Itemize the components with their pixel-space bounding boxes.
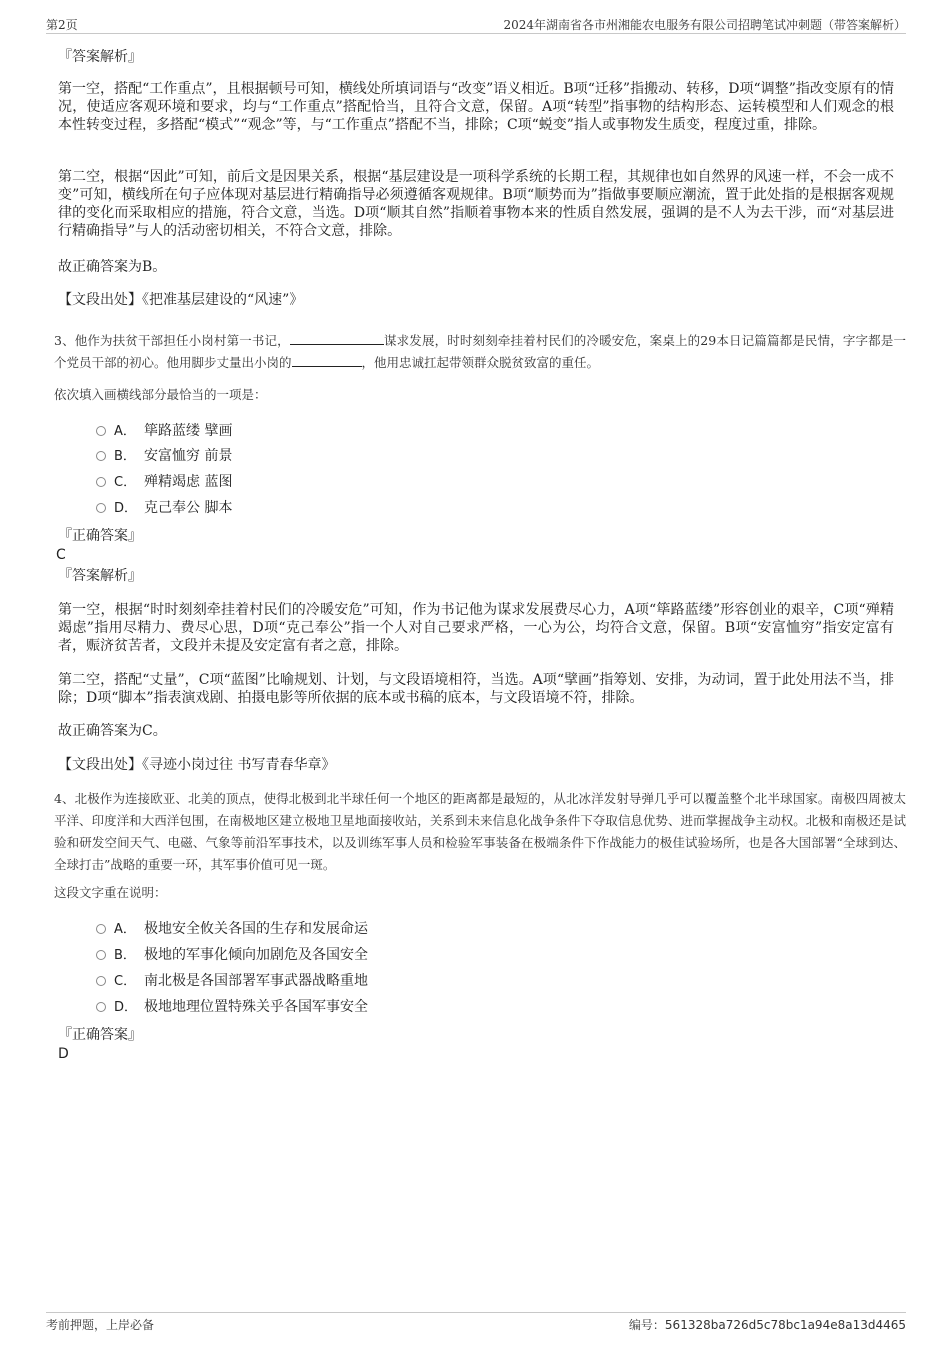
q3-analysis-para-2: 第二空，搭配“丈量”，C项“蓝图”比喻规划、计划，与文段语境相符，当选。A项“擘画”指筹划、安排，为动词，置于此处用法不当，排除；D项“脚本”指表演戏剧、拍摄电影等所依据的底本或书稿的底本，与文段语境不符，排除。 (58, 672, 894, 706)
q3-option-b[interactable]: B． 安富恤穷 前景 (96, 445, 232, 467)
q3-stem (54, 330, 906, 374)
q3-answer: C (56, 547, 66, 563)
q3-option-a[interactable]: A． 筚路蓝缕 擘画 (96, 420, 232, 442)
radio-icon[interactable] (96, 950, 106, 960)
q2-source: 【文段出处】《把准基层建设的“风速”》 (58, 292, 304, 308)
q4-option-a[interactable]: A． 极地安全攸关各国的生存和发展命运 (96, 918, 368, 940)
q3-stem-part-2: 谋求发展，时时刻刻牵挂着村民们的冷暖安危，案桌上的29本日记篇篇都是民情，字字都是一个党员干部的初心。他用脚步丈量出小岗的 (54, 333, 906, 370)
q3-blank-2 (292, 353, 362, 367)
radio-icon[interactable] (96, 976, 106, 986)
q2-analysis-label: 『答案解析』 (58, 49, 142, 65)
q4-option-b[interactable]: B． 极地的军事化倾向加剧危及各国安全 (96, 944, 368, 966)
q4-option-b-text: 极地的军事化倾向加剧危及各国安全 (144, 947, 368, 963)
radio-icon[interactable] (96, 1002, 106, 1012)
q3-option-d-text: 克己奉公 脚本 (144, 500, 233, 516)
q4-option-d[interactable]: D． 极地地理位置特殊关乎各国军事安全 (96, 996, 368, 1018)
footer-serial: 编号：561328ba726d5c78bc1a94e8a13d4465 (628, 1318, 906, 1332)
radio-icon[interactable] (96, 426, 106, 436)
footer-slogan: 考前押题，上岸必备 (46, 1318, 155, 1332)
page-header (46, 14, 906, 34)
q3-analysis-para-1: 第一空，根据“时时刻刻牵挂着村民们的冷暖安危”可知，作为书记他为谋求发展费尽心力，A项“筚路蓝缕”形容创业的艰辛，C项“殚精竭虑”指用尽精力、费尽心思，D项“克己奉公”指一个人对自己要求严格，一心为公，均符合文意，保留。B项“安富恤穷”指安定富有者，赈济贫苦者，文段并未提及安定富有者之意，排除。 (58, 602, 894, 654)
q3-blank-1 (290, 331, 384, 345)
q4-stem: 4、北极作为连接欧亚、北美的顶点，使得北极到北半球任何一个地区的距离都是最短的，从北冰洋发射导弹几乎可以覆盖整个北半球国家。南极四周被太平洋、印度洋和大西洋包围，在南极地区建立极地卫星地面接收站，关系到未来信息化战争条件下夺取信息优势、进而掌握战争主动权。北极和南极还是试验和研发空间天气、电磁、气象等前沿军事技术，以及训练军事人员和检验军事装备在极端条件下作战能力的极佳试验场所，也是各大国部署“全球到达、全球打击”战略的重要一环，其军事价值可见一斑。 (54, 791, 906, 872)
q3-option-d[interactable]: D． 克己奉公 脚本 (96, 497, 232, 519)
q2-analysis-para-2: 第二空，根据“因此”可知，前后文是因果关系，根据“基层建设是一项科学系统的长期工程，其规律也如自然界的风速一样，不会一成不变”可知，横线所在句子应体现对基层进行精确指导必须遵循客观规律。B项“顺势而为”指做事要顺应潮流，置于此处指的是根据客观规律的变化而采取相应的措施，符合文意，当选。D项“顺其自然”指顺着事物本来的性质自然发展，强调的是不人为去干涉，而“对基层进行精确指导”与人的活动密切相关，不符合文意，排除。 (58, 169, 894, 239)
q2-analysis-para-1: 第一空，搭配“工作重点”，且根据顿号可知，横线处所填词语与“改变”语义相近。B项“迁移”指搬动、转移，D项“调整”指改变原有的情况，使适应客观环境和要求，均与“工作重点”搭配恰当，且符合文意，保留。A项“转型”指事物的结构形态、运转模型和人们观念的根本性转变过程，多搭配“模式”“观念”等，与“工作重点”搭配不当，排除；C项“蜕变”指人或事物发生质变，程度过重，排除。 (58, 81, 894, 133)
q3-conclusion: 故正确答案为C。 (58, 723, 167, 739)
q3-option-a-text: 筚路蓝缕 擘画 (144, 423, 233, 439)
q4-option-d-text: 极地地理位置特殊关乎各国军事安全 (144, 999, 368, 1015)
q3-stem-part-1: 3、他作为扶贫干部担任小岗村第一书记， (54, 333, 290, 348)
q3-option-c-text: 殚精竭虑 蓝图 (144, 474, 233, 490)
q3-stem-part-3: ，他用忠诚扛起带领群众脱贫致富的重任。 (361, 355, 600, 370)
radio-icon[interactable] (96, 503, 106, 513)
q3-answer-label: 『正确答案』 (58, 528, 142, 544)
radio-icon[interactable] (96, 477, 106, 487)
q4-option-c-text: 南北极是各国部署军事武器战略重地 (144, 973, 368, 989)
page-footer (46, 1312, 906, 1334)
q3-option-b-text: 安富恤穷 前景 (144, 448, 233, 464)
q3-source: 【文段出处】《寻迹小岗过往 书写青春华章》 (58, 757, 336, 773)
radio-icon[interactable] (96, 924, 106, 934)
page-number: 第2页 (46, 18, 78, 32)
radio-icon[interactable] (96, 451, 106, 461)
q3-option-c[interactable]: C． 殚精竭虑 蓝图 (96, 471, 232, 493)
q4-prompt: 这段文字重在说明： (54, 885, 167, 900)
q4-option-a-text: 极地安全攸关各国的生存和发展命运 (144, 921, 368, 937)
q3-prompt: 依次填入画横线部分最恰当的一项是： (54, 387, 267, 402)
q4-answer-label: 『正确答案』 (58, 1027, 142, 1043)
document-title: 2024年湖南省各市州湘能农电服务有限公司招聘笔试冲刺题（带答案解析） (503, 18, 906, 32)
q3-analysis-label: 『答案解析』 (58, 568, 142, 584)
q4-answer: D (58, 1046, 69, 1062)
q2-conclusion: 故正确答案为B。 (58, 259, 167, 275)
q4-option-c[interactable]: C． 南北极是各国部署军事武器战略重地 (96, 970, 368, 992)
